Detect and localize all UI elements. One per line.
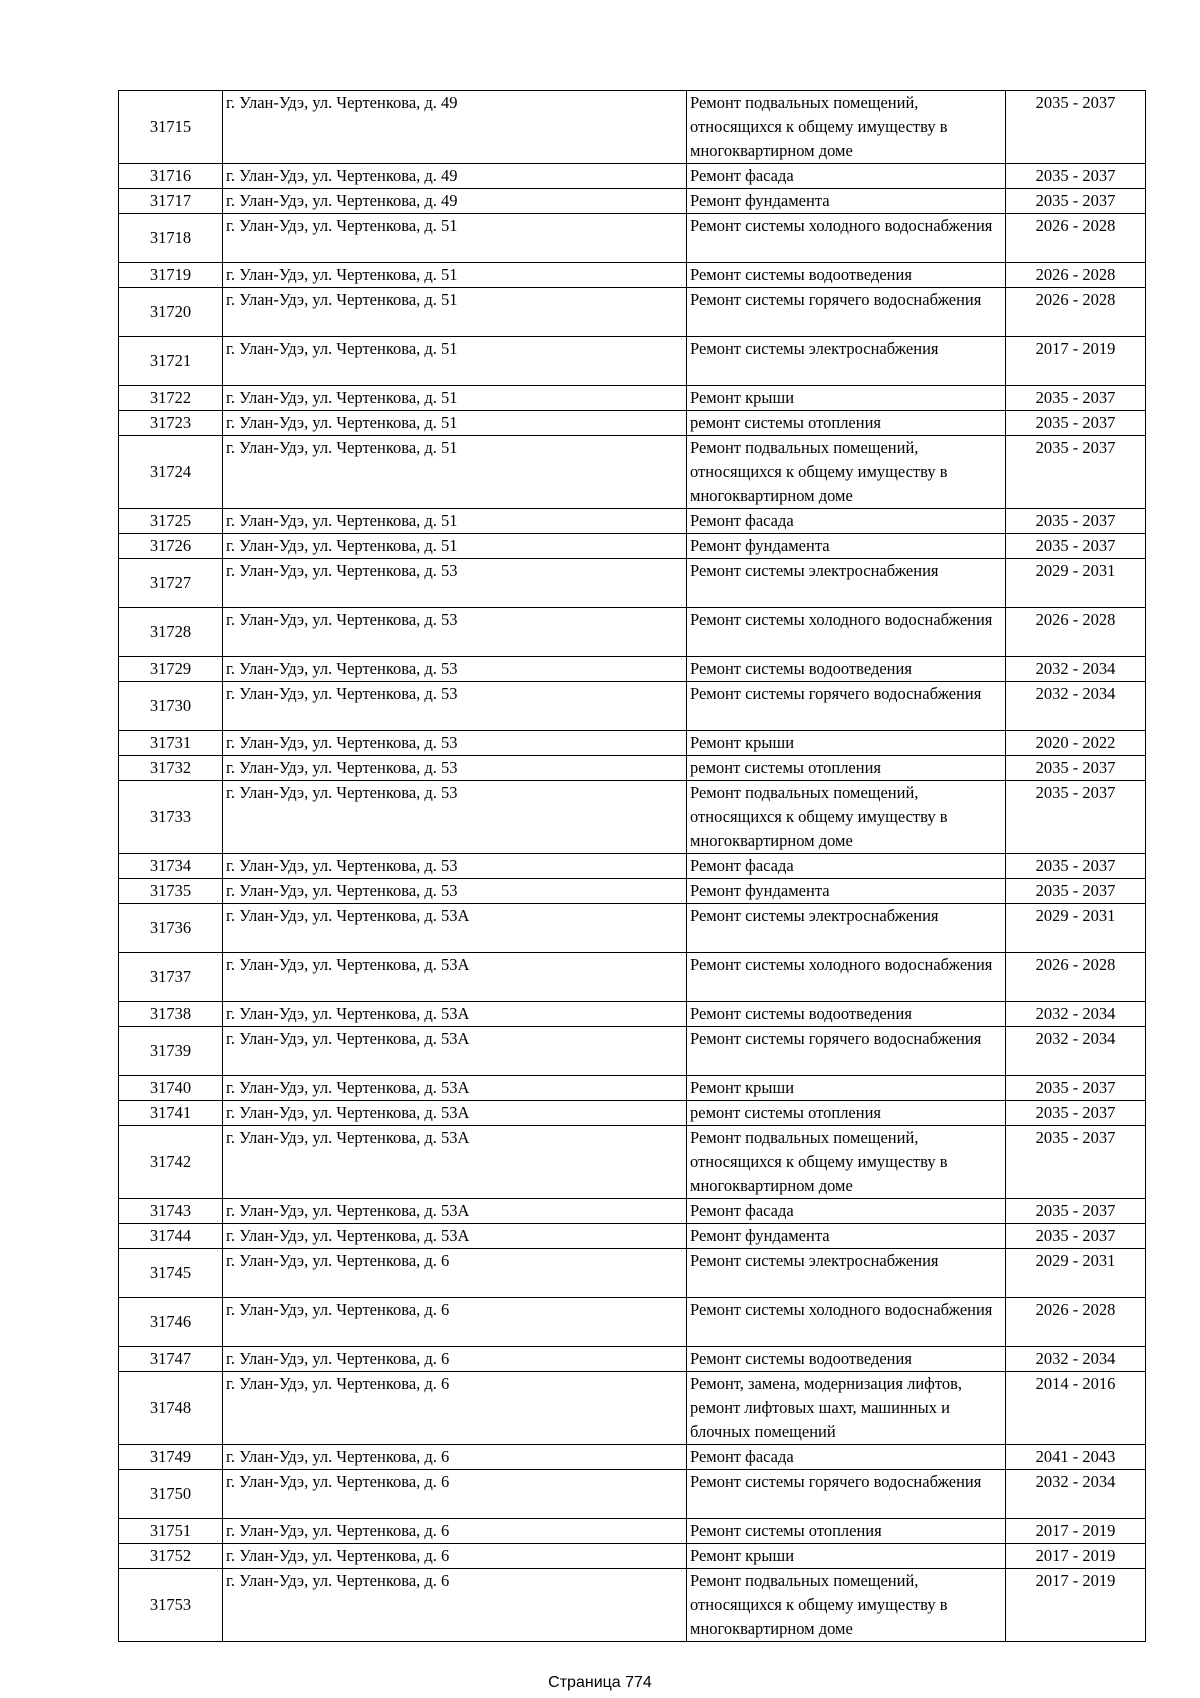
period-cell: 2032 - 2034 [1006, 657, 1146, 682]
period-cell: 2035 - 2037 [1006, 436, 1146, 509]
table-row [119, 189, 1146, 214]
address-cell: г. Улан-Удэ, ул. Чертенкова, д. 6 [223, 1519, 687, 1544]
period-cell: 2035 - 2037 [1006, 91, 1146, 164]
row-id-cell: 31726 [119, 534, 223, 559]
table-row [119, 411, 1146, 436]
period-cell: 2017 - 2019 [1006, 337, 1146, 386]
table-row [119, 854, 1146, 879]
table-row [119, 657, 1146, 682]
row-id-cell: 31751 [119, 1519, 223, 1544]
period-cell: 2032 - 2034 [1006, 1002, 1146, 1027]
repair-schedule-table [118, 90, 1146, 1642]
table-row [119, 288, 1146, 337]
table-row [119, 1569, 1146, 1642]
table-row [119, 781, 1146, 854]
table-row [119, 1347, 1146, 1372]
period-cell: 2035 - 2037 [1006, 509, 1146, 534]
table-row [119, 1199, 1146, 1224]
work-type-cell: Ремонт подвальных помещений, относящихся к общему имуществу в многоквартирном доме [687, 781, 1006, 854]
row-id-cell: 31753 [119, 1569, 223, 1642]
row-id-cell: 31748 [119, 1372, 223, 1445]
work-type-cell: Ремонт фасада [687, 854, 1006, 879]
address-cell: г. Улан-Удэ, ул. Чертенкова, д. 51 [223, 263, 687, 288]
period-cell: 2032 - 2034 [1006, 1347, 1146, 1372]
address-cell: г. Улан-Удэ, ул. Чертенкова, д. 51 [223, 534, 687, 559]
table-row [119, 559, 1146, 608]
row-id-cell: 31723 [119, 411, 223, 436]
address-cell: г. Улан-Удэ, ул. Чертенкова, д. 53А [223, 1126, 687, 1199]
address-cell: г. Улан-Удэ, ул. Чертенкова, д. 53А [223, 904, 687, 953]
table-row [119, 731, 1146, 756]
table-row [119, 682, 1146, 731]
table-row [119, 879, 1146, 904]
address-cell: г. Улан-Удэ, ул. Чертенкова, д. 6 [223, 1470, 687, 1519]
table-row [119, 1298, 1146, 1347]
address-cell: г. Улан-Удэ, ул. Чертенкова, д. 51 [223, 386, 687, 411]
period-cell: 2035 - 2037 [1006, 781, 1146, 854]
address-cell: г. Улан-Удэ, ул. Чертенкова, д. 49 [223, 164, 687, 189]
period-cell: 2026 - 2028 [1006, 214, 1146, 263]
work-type-cell: Ремонт системы холодного водоснабжения [687, 1298, 1006, 1347]
work-type-cell: Ремонт подвальных помещений, относящихся к общему имуществу в многоквартирном доме [687, 1569, 1006, 1642]
table-row [119, 1470, 1146, 1519]
row-id-cell: 31735 [119, 879, 223, 904]
row-id-cell: 31733 [119, 781, 223, 854]
table-row [119, 1002, 1146, 1027]
work-type-cell: Ремонт фундамента [687, 534, 1006, 559]
work-type-cell: Ремонт системы горячего водоснабжения [687, 1027, 1006, 1076]
address-cell: г. Улан-Удэ, ул. Чертенкова, д. 53А [223, 1101, 687, 1126]
row-id-cell: 31715 [119, 91, 223, 164]
work-type-cell: Ремонт фасада [687, 1199, 1006, 1224]
row-id-cell: 31741 [119, 1101, 223, 1126]
address-cell: г. Улан-Удэ, ул. Чертенкова, д. 53 [223, 781, 687, 854]
table-row [119, 1101, 1146, 1126]
address-cell: г. Улан-Удэ, ул. Чертенкова, д. 51 [223, 214, 687, 263]
address-cell: г. Улан-Удэ, ул. Чертенкова, д. 6 [223, 1249, 687, 1298]
row-id-cell: 31737 [119, 953, 223, 1002]
address-cell: г. Улан-Удэ, ул. Чертенкова, д. 53А [223, 1224, 687, 1249]
table-row [119, 436, 1146, 509]
work-type-cell: Ремонт системы водоотведения [687, 263, 1006, 288]
row-id-cell: 31716 [119, 164, 223, 189]
table-row [119, 1027, 1146, 1076]
table-row [119, 1445, 1146, 1470]
work-type-cell: Ремонт крыши [687, 731, 1006, 756]
work-type-cell: Ремонт системы отопления [687, 1519, 1006, 1544]
row-id-cell: 31746 [119, 1298, 223, 1347]
table-row [119, 164, 1146, 189]
address-cell: г. Улан-Удэ, ул. Чертенкова, д. 6 [223, 1544, 687, 1569]
work-type-cell: Ремонт системы холодного водоснабжения [687, 953, 1006, 1002]
address-cell: г. Улан-Удэ, ул. Чертенкова, д. 53 [223, 879, 687, 904]
table-row [119, 1126, 1146, 1199]
period-cell: 2020 - 2022 [1006, 731, 1146, 756]
period-cell: 2029 - 2031 [1006, 904, 1146, 953]
work-type-cell: ремонт системы отопления [687, 411, 1006, 436]
row-id-cell: 31744 [119, 1224, 223, 1249]
period-cell: 2014 - 2016 [1006, 1372, 1146, 1445]
period-cell: 2026 - 2028 [1006, 608, 1146, 657]
period-cell: 2035 - 2037 [1006, 1126, 1146, 1199]
row-id-cell: 31739 [119, 1027, 223, 1076]
period-cell: 2017 - 2019 [1006, 1519, 1146, 1544]
row-id-cell: 31728 [119, 608, 223, 657]
table-row [119, 214, 1146, 263]
row-id-cell: 31722 [119, 386, 223, 411]
row-id-cell: 31742 [119, 1126, 223, 1199]
address-cell: г. Улан-Удэ, ул. Чертенкова, д. 51 [223, 288, 687, 337]
period-cell: 2035 - 2037 [1006, 1199, 1146, 1224]
address-cell: г. Улан-Удэ, ул. Чертенкова, д. 51 [223, 436, 687, 509]
period-cell: 2026 - 2028 [1006, 1298, 1146, 1347]
period-cell: 2017 - 2019 [1006, 1569, 1146, 1642]
table-row [119, 263, 1146, 288]
row-id-cell: 31725 [119, 509, 223, 534]
period-cell: 2035 - 2037 [1006, 534, 1146, 559]
table-row [119, 953, 1146, 1002]
address-cell: г. Улан-Удэ, ул. Чертенкова, д. 6 [223, 1569, 687, 1642]
work-type-cell: Ремонт фундамента [687, 189, 1006, 214]
table-row [119, 337, 1146, 386]
table-row [119, 386, 1146, 411]
row-id-cell: 31736 [119, 904, 223, 953]
row-id-cell: 31752 [119, 1544, 223, 1569]
work-type-cell: Ремонт системы электроснабжения [687, 559, 1006, 608]
address-cell: г. Улан-Удэ, ул. Чертенкова, д. 53А [223, 1002, 687, 1027]
address-cell: г. Улан-Удэ, ул. Чертенкова, д. 53 [223, 682, 687, 731]
period-cell: 2041 - 2043 [1006, 1445, 1146, 1470]
address-cell: г. Улан-Удэ, ул. Чертенкова, д. 51 [223, 509, 687, 534]
table-row [119, 904, 1146, 953]
work-type-cell: Ремонт системы водоотведения [687, 657, 1006, 682]
work-type-cell: Ремонт системы электроснабжения [687, 904, 1006, 953]
address-cell: г. Улан-Удэ, ул. Чертенкова, д. 53А [223, 1199, 687, 1224]
work-type-cell: Ремонт системы электроснабжения [687, 337, 1006, 386]
work-type-cell: Ремонт фундамента [687, 879, 1006, 904]
work-type-cell: Ремонт фасада [687, 509, 1006, 534]
period-cell: 2035 - 2037 [1006, 1076, 1146, 1101]
row-id-cell: 31717 [119, 189, 223, 214]
table-row [119, 91, 1146, 164]
work-type-cell: Ремонт крыши [687, 1076, 1006, 1101]
table-row [119, 534, 1146, 559]
table-row [119, 1224, 1146, 1249]
work-type-cell: Ремонт системы водоотведения [687, 1002, 1006, 1027]
period-cell: 2029 - 2031 [1006, 559, 1146, 608]
row-id-cell: 31747 [119, 1347, 223, 1372]
address-cell: г. Улан-Удэ, ул. Чертенкова, д. 53А [223, 1076, 687, 1101]
address-cell: г. Улан-Удэ, ул. Чертенкова, д. 53 [223, 854, 687, 879]
work-type-cell: Ремонт фундамента [687, 1224, 1006, 1249]
table-row [119, 1076, 1146, 1101]
address-cell: г. Улан-Удэ, ул. Чертенкова, д. 53А [223, 953, 687, 1002]
row-id-cell: 31719 [119, 263, 223, 288]
table-body [119, 91, 1146, 1642]
work-type-cell: Ремонт системы электроснабжения [687, 1249, 1006, 1298]
period-cell: 2035 - 2037 [1006, 411, 1146, 436]
row-id-cell: 31745 [119, 1249, 223, 1298]
row-id-cell: 31750 [119, 1470, 223, 1519]
work-type-cell: Ремонт, замена, модернизация лифтов, ремонт лифтовых шахт, машинных и блочных помещений [687, 1372, 1006, 1445]
period-cell: 2026 - 2028 [1006, 288, 1146, 337]
row-id-cell: 31731 [119, 731, 223, 756]
table-row [119, 509, 1146, 534]
address-cell: г. Улан-Удэ, ул. Чертенкова, д. 49 [223, 189, 687, 214]
row-id-cell: 31732 [119, 756, 223, 781]
period-cell: 2017 - 2019 [1006, 1544, 1146, 1569]
period-cell: 2032 - 2034 [1006, 682, 1146, 731]
work-type-cell: ремонт системы отопления [687, 756, 1006, 781]
work-type-cell: Ремонт системы горячего водоснабжения [687, 1470, 1006, 1519]
table-row [119, 1544, 1146, 1569]
row-id-cell: 31730 [119, 682, 223, 731]
row-id-cell: 31743 [119, 1199, 223, 1224]
work-type-cell: Ремонт подвальных помещений, относящихся к общему имуществу в многоквартирном доме [687, 436, 1006, 509]
row-id-cell: 31727 [119, 559, 223, 608]
period-cell: 2032 - 2034 [1006, 1470, 1146, 1519]
work-type-cell: Ремонт фасада [687, 1445, 1006, 1470]
period-cell: 2026 - 2028 [1006, 263, 1146, 288]
work-type-cell: Ремонт системы холодного водоснабжения [687, 214, 1006, 263]
period-cell: 2035 - 2037 [1006, 1224, 1146, 1249]
address-cell: г. Улан-Удэ, ул. Чертенкова, д. 6 [223, 1298, 687, 1347]
table-row [119, 1372, 1146, 1445]
row-id-cell: 31718 [119, 214, 223, 263]
table-row [119, 608, 1146, 657]
work-type-cell: Ремонт подвальных помещений, относящихся к общему имуществу в многоквартирном доме [687, 91, 1006, 164]
row-id-cell: 31734 [119, 854, 223, 879]
table-row [119, 756, 1146, 781]
address-cell: г. Улан-Удэ, ул. Чертенкова, д. 49 [223, 91, 687, 164]
row-id-cell: 31740 [119, 1076, 223, 1101]
address-cell: г. Улан-Удэ, ул. Чертенкова, д. 6 [223, 1445, 687, 1470]
period-cell: 2032 - 2034 [1006, 1027, 1146, 1076]
address-cell: г. Улан-Удэ, ул. Чертенкова, д. 6 [223, 1372, 687, 1445]
address-cell: г. Улан-Удэ, ул. Чертенкова, д. 53 [223, 756, 687, 781]
address-cell: г. Улан-Удэ, ул. Чертенкова, д. 53 [223, 608, 687, 657]
address-cell: г. Улан-Удэ, ул. Чертенкова, д. 6 [223, 1347, 687, 1372]
table-row [119, 1249, 1146, 1298]
address-cell: г. Улан-Удэ, ул. Чертенкова, д. 51 [223, 411, 687, 436]
period-cell: 2035 - 2037 [1006, 1101, 1146, 1126]
period-cell: 2035 - 2037 [1006, 189, 1146, 214]
address-cell: г. Улан-Удэ, ул. Чертенкова, д. 51 [223, 337, 687, 386]
page-number: Страница 774 [548, 1674, 652, 1691]
table-row [119, 1519, 1146, 1544]
period-cell: 2035 - 2037 [1006, 386, 1146, 411]
address-cell: г. Улан-Удэ, ул. Чертенкова, д. 53 [223, 731, 687, 756]
period-cell: 2035 - 2037 [1006, 756, 1146, 781]
work-type-cell: Ремонт системы горячего водоснабжения [687, 682, 1006, 731]
work-type-cell: Ремонт системы горячего водоснабжения [687, 288, 1006, 337]
period-cell: 2035 - 2037 [1006, 164, 1146, 189]
row-id-cell: 31721 [119, 337, 223, 386]
period-cell: 2026 - 2028 [1006, 953, 1146, 1002]
row-id-cell: 31720 [119, 288, 223, 337]
address-cell: г. Улан-Удэ, ул. Чертенкова, д. 53А [223, 1027, 687, 1076]
row-id-cell: 31738 [119, 1002, 223, 1027]
work-type-cell: Ремонт подвальных помещений, относящихся к общему имуществу в многоквартирном доме [687, 1126, 1006, 1199]
work-type-cell: Ремонт фасада [687, 164, 1006, 189]
period-cell: 2035 - 2037 [1006, 854, 1146, 879]
work-type-cell: Ремонт системы водоотведения [687, 1347, 1006, 1372]
period-cell: 2035 - 2037 [1006, 879, 1146, 904]
work-type-cell: Ремонт системы холодного водоснабжения [687, 608, 1006, 657]
row-id-cell: 31749 [119, 1445, 223, 1470]
work-type-cell: ремонт системы отопления [687, 1101, 1006, 1126]
row-id-cell: 31724 [119, 436, 223, 509]
row-id-cell: 31729 [119, 657, 223, 682]
address-cell: г. Улан-Удэ, ул. Чертенкова, д. 53 [223, 657, 687, 682]
work-type-cell: Ремонт крыши [687, 1544, 1006, 1569]
address-cell: г. Улан-Удэ, ул. Чертенкова, д. 53 [223, 559, 687, 608]
work-type-cell: Ремонт крыши [687, 386, 1006, 411]
period-cell: 2029 - 2031 [1006, 1249, 1146, 1298]
